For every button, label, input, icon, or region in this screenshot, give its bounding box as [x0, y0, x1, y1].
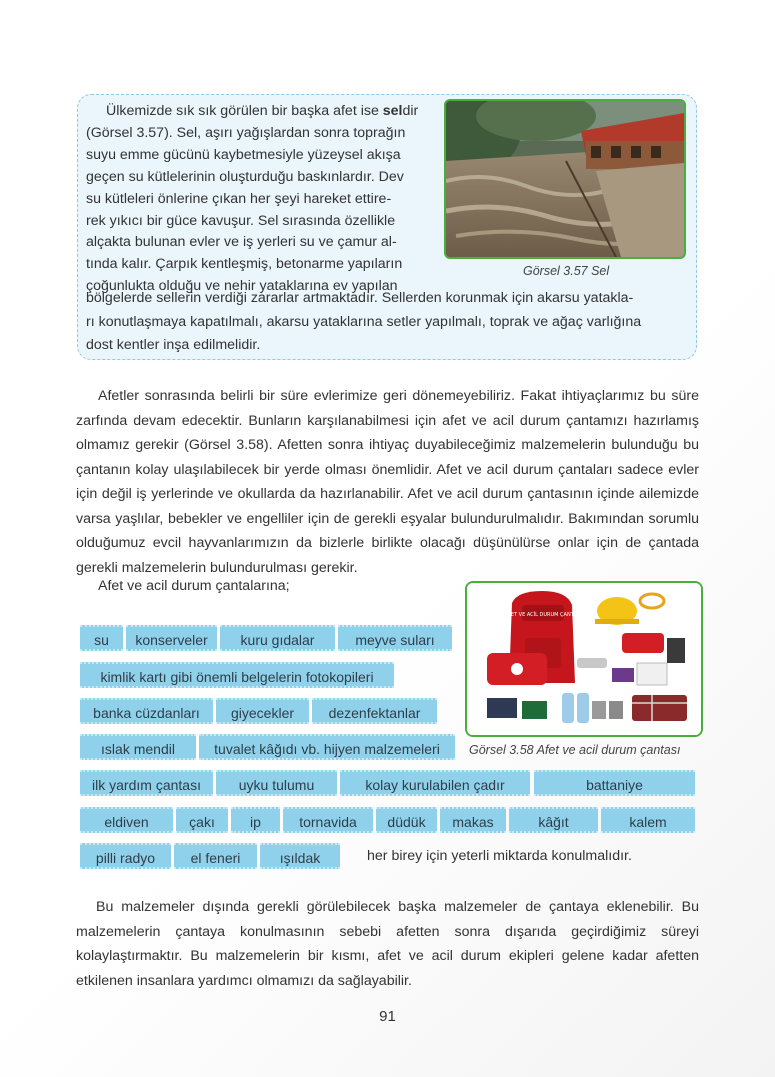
- info-line: çoğunlukta olduğu ve nehir yataklarına ev yapılan: [86, 278, 398, 295]
- item-tag: eldiven: [80, 807, 173, 833]
- info-line: rek yıkıcı bir güce kavuşur. Sel sırasında özellikle: [86, 212, 396, 229]
- item-tag: meyve suları: [338, 625, 452, 651]
- item-tag: ilk yardım çantası: [80, 770, 213, 796]
- item-tag: ip: [231, 807, 280, 833]
- info-line: su kütleleri önlerine çıkan her şeyi hareket ettire-: [86, 190, 392, 207]
- item-tag: çakı: [176, 807, 228, 833]
- info-line: Ülkemizde sık sık görülen bir başka afet ise seldir: [106, 103, 419, 119]
- item-tag: kâğıt: [509, 807, 598, 833]
- main-paragraph: [76, 384, 699, 580]
- info-line: rı konutlaşmaya kapatılmalı, akarsu yataklarına setler yapılmalı, toprak ve ağaç varlığına: [86, 313, 642, 330]
- item-tag: su: [80, 625, 123, 651]
- item-tag: ıslak mendil: [80, 734, 196, 760]
- main-paragraph-text: Afetler sonrasında belirli bir süre evlerimize geri dönemeyebiliriz. Fakat ihtiyaçlarımız bu süre zarfında devam edecektir. Bunların karşılanabilmesi için afet ve acil durum çantamızı hazırlamış olmamız gerekir (Görsel 3.58). Afetten sonra ihtiyaç duyabileceğimiz malzemelerin bulunduğu bu çantanın kolay ulaşılabilecek bir yerde olması önemlidir. Afet ve acil durum çantaları sadece evler için değil iş yerlerinde ve okullarda da hazırlanabilir. Afet ve acil durum çantasının içinde ailemizde varsa yaşlılar, bebekler ve engelliler için de gerekli eşyalar bulundurulmalıdır. Bakımından sorumlu olduğumuz evcil hayvanlarımızın da bizlerle birlikte olacağı düşünülürse onlar için de çantada gerekli malzemelerin bulundurulması gerekir.: [76, 388, 699, 576]
- item-tag: makas: [440, 807, 506, 833]
- item-tag: düdük: [376, 807, 437, 833]
- item-tag: uyku tulumu: [216, 770, 337, 796]
- item-tag: kalem: [601, 807, 695, 833]
- flood-photo-caption: Görsel 3.57 Sel: [523, 264, 610, 278]
- info-line: (Görsel 3.57). Sel, aşırı yağışlardan sonra toprağın: [86, 124, 406, 141]
- info-line: alçakta bulunan evler ve iş yerleri su ve çamur al-: [86, 234, 397, 251]
- flood-info-bottom-text: [86, 287, 694, 358]
- info-line: suyu emme gücünü kaybetmesiyle yüzeysel akışa: [86, 146, 401, 163]
- item-tag: kimlik kartı gibi önemli belgelerin fotokopileri: [80, 662, 394, 688]
- closing-paragraph-text: Bu malzemeler dışında gerekli görülebilecek başka malzemeler de çantaya eklenebilir. Bu malzemelerin çantaya konulmasının sebebi afetten sonra dışarıda geçirdiğimiz süreyi kolaylaştırmaktır. Bu malzemelerin bir kısmı, afet ve acil durum ekipleri gelene kadar afetten etkilenen insanlara yardımcı olmamızı da sağlayabilir.: [76, 899, 699, 989]
- item-tag: battaniye: [534, 770, 695, 796]
- list-tail: her birey için yeterli miktarda konulmalıdır.: [367, 848, 632, 864]
- bag-label: AFET VE ACİL DURUM ÇANTASI: [504, 612, 582, 618]
- info-line: bölgelerde sellerin verdiği zararlar artmaktadır. Sellerden korunmak için akarsu yatakla-: [86, 290, 634, 306]
- emergency-bag-photo: [465, 581, 703, 737]
- info-line: geçen su kütlelerinin oluşturduğu baskınlardır. Dev: [86, 168, 404, 185]
- bag-photo-caption: Görsel 3.58 Afet ve acil durum çantası: [469, 743, 681, 757]
- item-tag: konserveler: [126, 625, 217, 651]
- item-tag: dezenfektanlar: [312, 698, 437, 724]
- flood-info-text: [86, 101, 436, 298]
- info-line: tında kalır. Çarpık kentleşmiş, betonarme yapıların: [86, 256, 403, 273]
- item-tag: tuvalet kâğıdı vb. hijyen malzemeleri: [199, 734, 455, 760]
- closing-paragraph: [76, 895, 699, 993]
- flood-photo: [444, 99, 686, 259]
- item-tag: kuru gıdalar: [220, 625, 335, 651]
- item-tag: kolay kurulabilen çadır: [340, 770, 530, 796]
- info-line: dost kentler inşa edilmelidir.: [86, 337, 261, 353]
- item-tag: banka cüzdanları: [80, 698, 213, 724]
- item-tag: el feneri: [174, 843, 257, 869]
- item-tag: tornavida: [283, 807, 373, 833]
- page-number: 91: [379, 1008, 396, 1025]
- item-tag: giyecekler: [216, 698, 309, 724]
- item-tag: pilli radyo: [80, 843, 171, 869]
- list-lead: Afet ve acil durum çantalarına;: [98, 578, 290, 594]
- item-tag: ışıldak: [260, 843, 340, 869]
